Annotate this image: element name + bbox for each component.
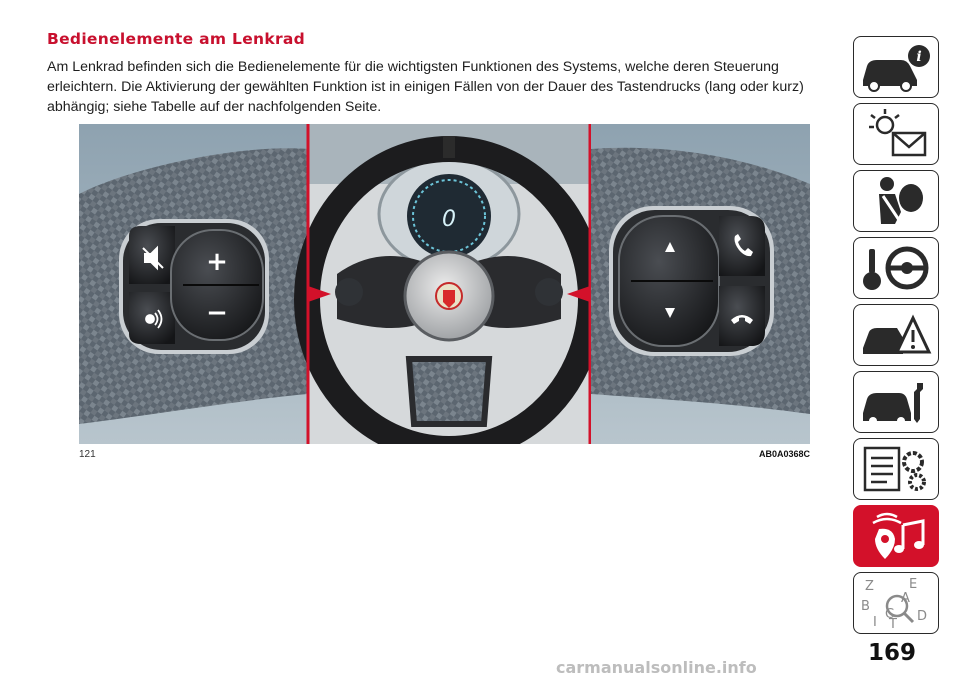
warning-lights-icon <box>857 107 935 161</box>
phone-answer-button[interactable] <box>719 216 765 276</box>
volume-up-label: + <box>206 247 228 277</box>
key-steering-wheel-icon <box>857 241 935 295</box>
car-info-icon <box>857 40 935 94</box>
speedometer-digit: 0 <box>442 207 456 232</box>
safety-airbag-icon <box>857 174 935 228</box>
left-button-panel <box>79 124 308 444</box>
svg-text:A: A <box>901 591 910 606</box>
tab-starting-driving[interactable] <box>853 237 939 299</box>
scroll-rocker[interactable] <box>619 216 719 346</box>
tab-index[interactable] <box>853 572 939 634</box>
intro-paragraph: Am Lenkrad befinden sich die Bedienelemente für die wichtigsten Funktionen des Systems, welche deren Steuerung erleichtern. Die Aktivierung der gewählten Funktion ist in einigen Fällen von der Dauer des Tastendrucks (lang oder kurz) abhängig; siehe Tabelle auf der nachfolgenden Seite. <box>47 59 804 115</box>
technical-data-icon <box>857 442 935 496</box>
multimedia-icon <box>857 509 935 563</box>
svg-text:i: i <box>916 49 922 65</box>
index-alphabet-icon <box>857 576 935 630</box>
watermark: carmanualsonline.info <box>556 658 757 677</box>
maintenance-car-icon <box>857 375 935 429</box>
svg-text:B: B <box>861 599 870 614</box>
svg-text:E: E <box>909 577 918 592</box>
tab-warning-lights[interactable] <box>853 103 939 165</box>
tab-safety[interactable] <box>853 170 939 232</box>
center-wheel-photo <box>307 124 591 444</box>
right-button-panel <box>591 124 810 444</box>
tab-emergency[interactable] <box>853 304 939 366</box>
mute-button[interactable] <box>129 226 175 284</box>
tab-car-info[interactable] <box>853 36 939 98</box>
phone-hangup-button[interactable] <box>719 286 765 346</box>
tab-maintenance[interactable] <box>853 371 939 433</box>
svg-text:D: D <box>917 609 928 624</box>
page-number: 169 <box>868 640 917 666</box>
steering-wheel-figure <box>79 124 810 444</box>
figure-code: AB0A0368C <box>758 449 810 459</box>
emergency-breakdown-icon <box>857 308 935 362</box>
svg-text:T: T <box>889 617 897 630</box>
volume-rocker[interactable] <box>171 230 263 340</box>
voice-command-button[interactable] <box>129 292 175 344</box>
figure-number: 121 <box>79 449 96 460</box>
tab-multimedia[interactable] <box>853 505 939 567</box>
svg-text:Z: Z <box>865 579 874 594</box>
volume-down-label: − <box>206 298 228 328</box>
section-heading: Bedienelemente am Lenkrad <box>47 30 306 48</box>
svg-text:I: I <box>873 615 877 630</box>
svg-text:C: C <box>885 607 895 622</box>
tab-technical-data[interactable] <box>853 438 939 500</box>
